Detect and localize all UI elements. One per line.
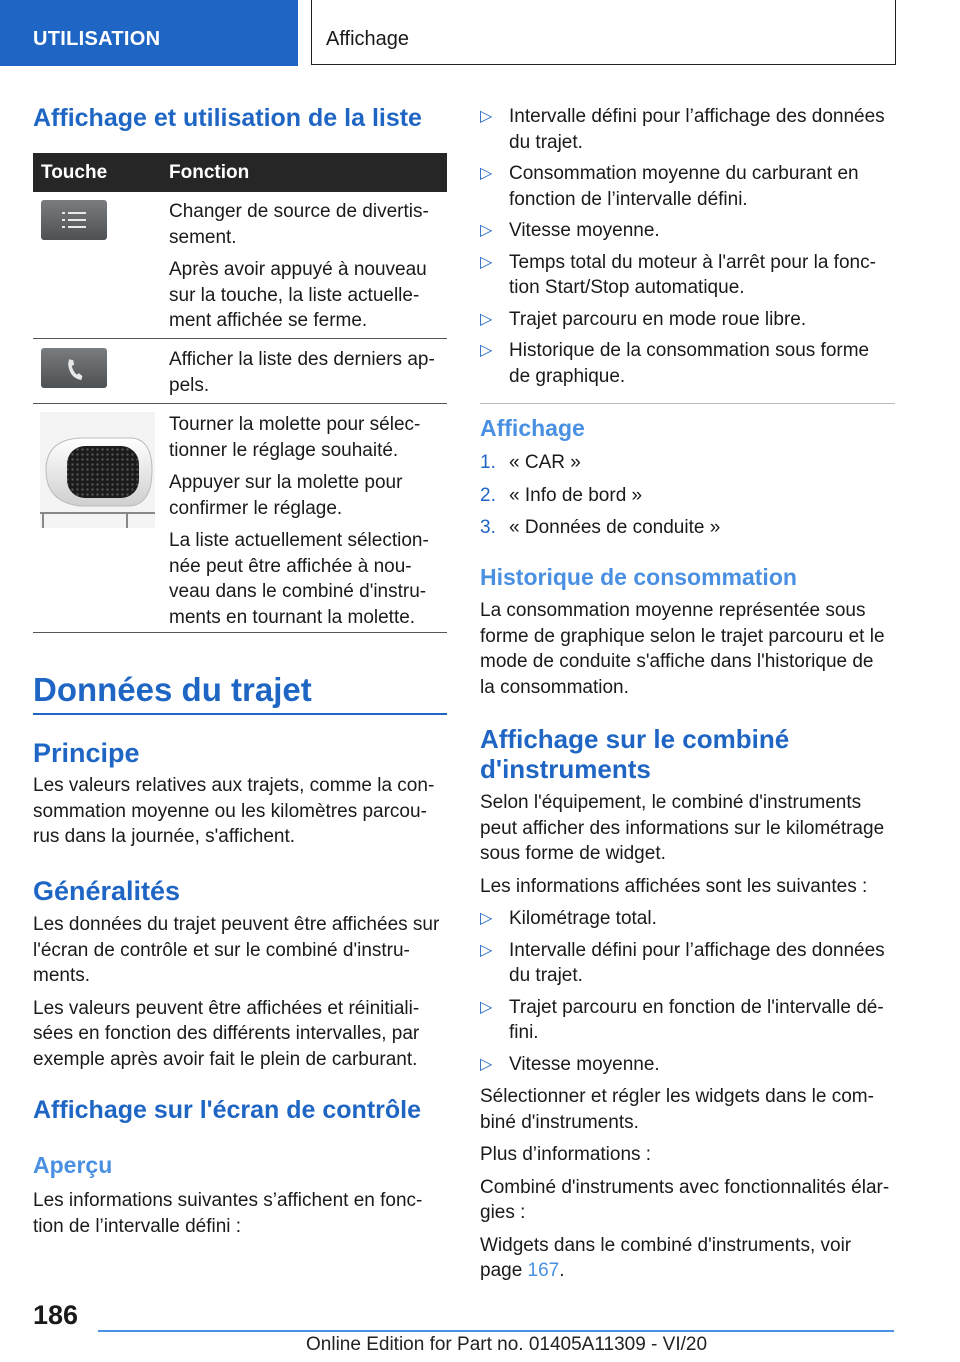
list-item [480,995,895,1046]
triangle-bullet-icon: ▷ [480,253,493,271]
text-line: La liste actuellement sélection- [169,530,429,551]
controller-knob-image [40,412,155,528]
text-line: Les données du trajet peuvent être affichées sur [33,914,440,935]
triangle-bullet-icon: ▷ [480,222,493,239]
text-line: mode de conduite s'affiche dans l'historique de [480,651,874,672]
apercu-heading: Aperçu [33,1152,113,1178]
list-item [480,938,895,989]
text-line: confirmer le réglage. [169,497,343,519]
step-text: « CAR » [509,452,581,473]
text-line: Trajet parcouru en mode roue libre. [509,308,807,330]
text-line: Changer de source de divertis- [169,201,429,222]
text-line: tion de l’intervalle défini : [33,1215,242,1237]
text-line: Les informations affichées sont les suivantes : [480,875,868,897]
text-line: peut afficher des informations sur le kilométrage [480,817,885,839]
step-text: « Données de conduite » [509,517,721,538]
principe-text [33,773,447,850]
row-divider [33,632,447,633]
step-item [480,450,895,476]
triangle-bullet-icon: ▷ [480,998,493,1016]
combine-heading [480,724,895,784]
list-item [480,338,895,389]
text-line: Combiné d'instruments avec fonctionnalités élar- [480,1176,890,1198]
triangle-bullet-icon: ▷ [480,165,493,182]
triangle-bullet-icon: ▷ [480,342,493,359]
list-item [480,104,895,155]
text-line: Widgets dans le combiné d'instruments, voir [480,1234,852,1256]
step-item [480,483,895,509]
heading-line: Affichage sur le combiné [480,724,790,754]
text-line: ments. [33,965,91,986]
step-number: 1. [480,452,496,473]
page-link[interactable]: 167 [527,1260,560,1281]
triangle-bullet-icon: ▷ [480,910,493,927]
triangle-bullet-icon: ▷ [480,941,493,959]
apercu-text [33,1188,447,1239]
summary-list [480,104,895,389]
text-line: Selon l'équipement, le combiné d'instruments [480,792,862,813]
steps-list [480,450,895,541]
text-line: Les valeurs peuvent être affichées et réinitiali- [33,997,420,1019]
generalites-text [33,912,447,1072]
generalites-heading: Généralités [33,876,181,906]
step-text: « Info de bord » [509,484,643,506]
text-line: Trajet parcouru en fonction de l'intervalle dé- [509,996,884,1018]
col-touche: Touche [41,162,108,183]
text-line: sommation moyenne ou les kilomètres parcou- [33,800,427,822]
col-fonction: Fonction [169,162,250,183]
text-line: Intervalle défini pour l’affichage des données [509,939,885,961]
text-line: du trajet. [509,131,583,153]
footer-rule [98,1330,894,1332]
text-line: biné d'instruments. [480,1111,639,1133]
row-2-function [169,347,439,398]
text-line: La consommation moyenne représentée sous [480,600,866,621]
page-number: 186 [33,1300,79,1330]
step-number: 2. [480,484,496,506]
text-line: sous forme de widget. [480,843,666,864]
section-label: UTILISATION [33,28,161,50]
list-item [480,307,895,333]
text-line: Plus d’informations : [480,1144,652,1165]
text-line: Vitesse moyenne. [509,1053,660,1075]
text-line: née peut être affichée à nou- [169,555,412,577]
row-3-function [169,412,439,630]
text-line: rus dans la journée, s'affichent. [33,826,296,847]
text-line: Kilométrage total. [509,908,657,929]
row-divider [33,338,447,339]
page-title-box [311,0,896,65]
list-item [480,218,895,244]
text-line: forme de graphique selon le trajet parcouru et le [480,625,885,647]
list-item [480,1052,895,1078]
text-line: de graphique. [509,365,626,387]
text-line: tion Start/Stop automatique. [509,277,745,298]
section-divider [480,403,895,404]
text-line: Vitesse moyenne. [509,220,660,241]
heading-line: d'instruments [480,754,651,784]
text-line: sement. [169,226,237,248]
text-line: Historique de la consommation sous forme [509,340,870,361]
text-line: Les valeurs relatives aux trajets, comme la con- [33,775,435,796]
text-line: ment affichée se ferme. [169,310,368,331]
title-underline [33,713,447,715]
text-line: fonction de l’intervalle défini. [509,188,748,210]
list-heading: Affichage et utilisation de la liste [33,104,422,132]
table-header [33,153,447,192]
text-line: sur la touche, la liste actuelle- [169,284,420,306]
list-icon [41,200,107,240]
text-line: veau dans le combiné d'instru- [169,581,427,602]
page-ref-suffix: . [559,1260,565,1281]
triangle-bullet-icon: ▷ [480,108,493,125]
text-line: Appuyer sur la molette pour [169,472,403,493]
list-item [480,250,895,301]
page-ref-prefix: page [480,1260,528,1281]
text-line: sées en fonction des différents intervalles, par [33,1023,420,1044]
text-line: exemple après avoir fait le plein de carburant. [33,1048,418,1070]
text-line: Temps total du moteur à l'arrêt pour la fonc- [509,251,876,273]
text-line: fini. [509,1022,539,1043]
list-item [480,906,895,932]
step-item [480,515,895,541]
affichage-heading: Affichage [480,415,585,441]
text-line: Les informations suivantes s’affichent en fonc- [33,1190,423,1211]
text-line: l'écran de contrôle et sur le combiné d'instru- [33,939,410,961]
text-line: pels. [169,374,210,396]
text-line: Intervalle défini pour l’affichage des données [509,106,885,127]
row-1-function [169,199,439,334]
principe-heading: Principe [33,738,140,768]
text-line: du trajet. [509,965,583,986]
step-number: 3. [480,517,496,538]
triangle-bullet-icon: ▷ [480,1055,493,1073]
trip-title: Données du trajet [33,671,312,708]
page-title: Affichage [326,28,410,50]
row-divider [33,403,447,404]
text-line: ments en tournant la molette. [169,606,416,628]
historique-heading: Historique de consommation [480,564,797,590]
ecran-heading: Affichage sur l'écran de contrôle [33,1096,421,1124]
text-line: tionner le réglage souhaité. [169,439,399,461]
text-line: Sélectionner et régler les widgets dans le com- [480,1086,874,1107]
triangle-bullet-icon: ▷ [480,310,493,328]
text-line: gies : [480,1202,526,1223]
text-line: Tourner la molette pour sélec- [169,414,421,435]
combine-text [480,790,895,1284]
text-line: Afficher la liste des derniers ap- [169,349,435,370]
text-line: la consommation. [480,676,629,698]
section-tab [0,0,298,66]
text-line: Consommation moyenne du carburant en [509,163,859,184]
list-item [480,161,895,212]
text-line: Après avoir appuyé à nouveau [169,259,427,280]
footer-edition: Online Edition for Part no. 01405A11309 - VI/20 [306,1334,708,1355]
historique-text [480,598,895,700]
phone-icon [41,348,107,388]
text-line [480,1258,895,1284]
